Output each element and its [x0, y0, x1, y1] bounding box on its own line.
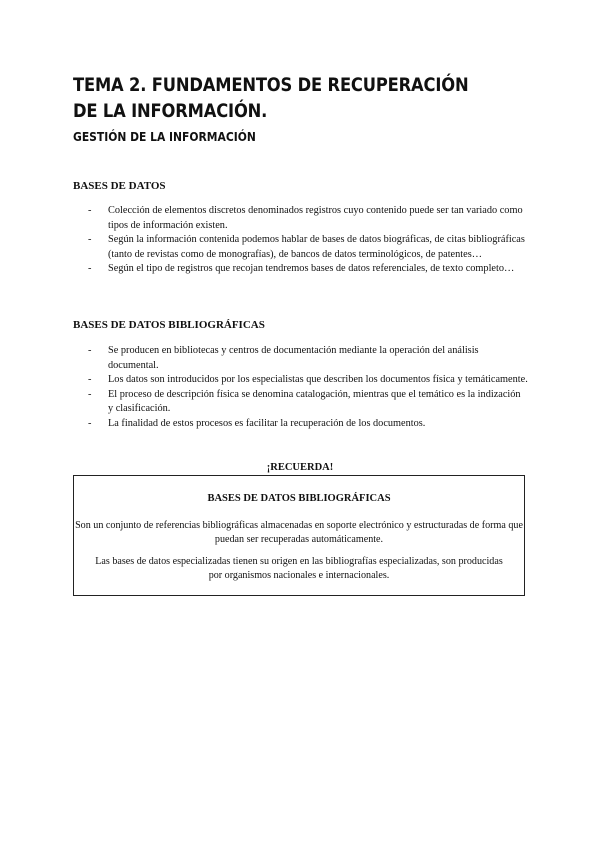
dash-bullet: -: [88, 345, 92, 356]
list-item-text: Los datos son introducidos por los especialistas que describen los documentos física y temáticamente.: [108, 374, 528, 386]
list-item-text: Colección de elementos discretos denominados registros cuyo contenido puede ser tan variado como tipos de información existen.: [108, 205, 523, 231]
section-heading-bases-de-datos: BASES DE DATOS: [73, 180, 166, 192]
reminder-paragraph: Son un conjunto de referencias bibliográficas almacenadas en soporte electrónico y estructuradas de forma que puedan ser recuperadas automáticamente.: [75, 520, 523, 545]
dash-bullet: -: [88, 263, 92, 275]
list-item: [88, 233, 528, 262]
dash-bullet: -: [88, 417, 92, 429]
list-item: [88, 373, 528, 388]
list-item: [88, 388, 528, 417]
reminder-label: ¡RECUERDA!: [266, 462, 334, 473]
list-item-text: Se producen en bibliotecas y centros de documentación mediante la operación del análisis documental.: [108, 345, 479, 371]
list-item: [88, 262, 528, 277]
dash-bullet: -: [88, 234, 92, 246]
list-item-text: Según la información contenida podemos hablar de bases de datos biográficas, de citas bibliográficas (tanto de revistas como de monografías), de bancos de datos terminológicos, de patentes…: [108, 234, 525, 260]
list-item-text: Según el tipo de registros que recojan tendremos bases de datos referenciales, de texto completo…: [108, 263, 515, 275]
page-title: TEMA 2. FUNDAMENTOS DE RECUPERACIÓN DE LA INFORMACIÓN.: [73, 74, 469, 122]
list-item: [88, 204, 528, 233]
dash-bullet: -: [88, 374, 92, 386]
list-item-text: El proceso de descripción física se denomina catalogación, mientras que el temático es la indización y clasificación.: [108, 388, 521, 415]
list-item: [88, 417, 528, 432]
list-bases-de-datos: [88, 204, 528, 277]
list-bases-de-datos-bibliograficas: [88, 344, 528, 432]
page-subtitle: GESTIÓN DE LA INFORMACIÓN: [73, 129, 256, 144]
dash-bullet: -: [88, 205, 92, 216]
reminder-paragraph: Las bases de datos especializadas tienen su origen en las bibliografías especializadas, son producidas por organismos nacionales e internacionales.: [95, 556, 503, 581]
list-item: [88, 344, 528, 373]
section-heading-bases-de-datos-bibliograficas: BASES DE DATOS BIBLIOGRÁFICAS: [73, 319, 265, 331]
list-item-text: La finalidad de estos procesos es facilitar la recuperación de los documentos.: [108, 417, 426, 429]
reminder-box-title: BASES DE DATOS BIBLIOGRÁFICAS: [207, 493, 391, 504]
dash-bullet: -: [88, 388, 92, 400]
reminder-box: [73, 475, 525, 596]
